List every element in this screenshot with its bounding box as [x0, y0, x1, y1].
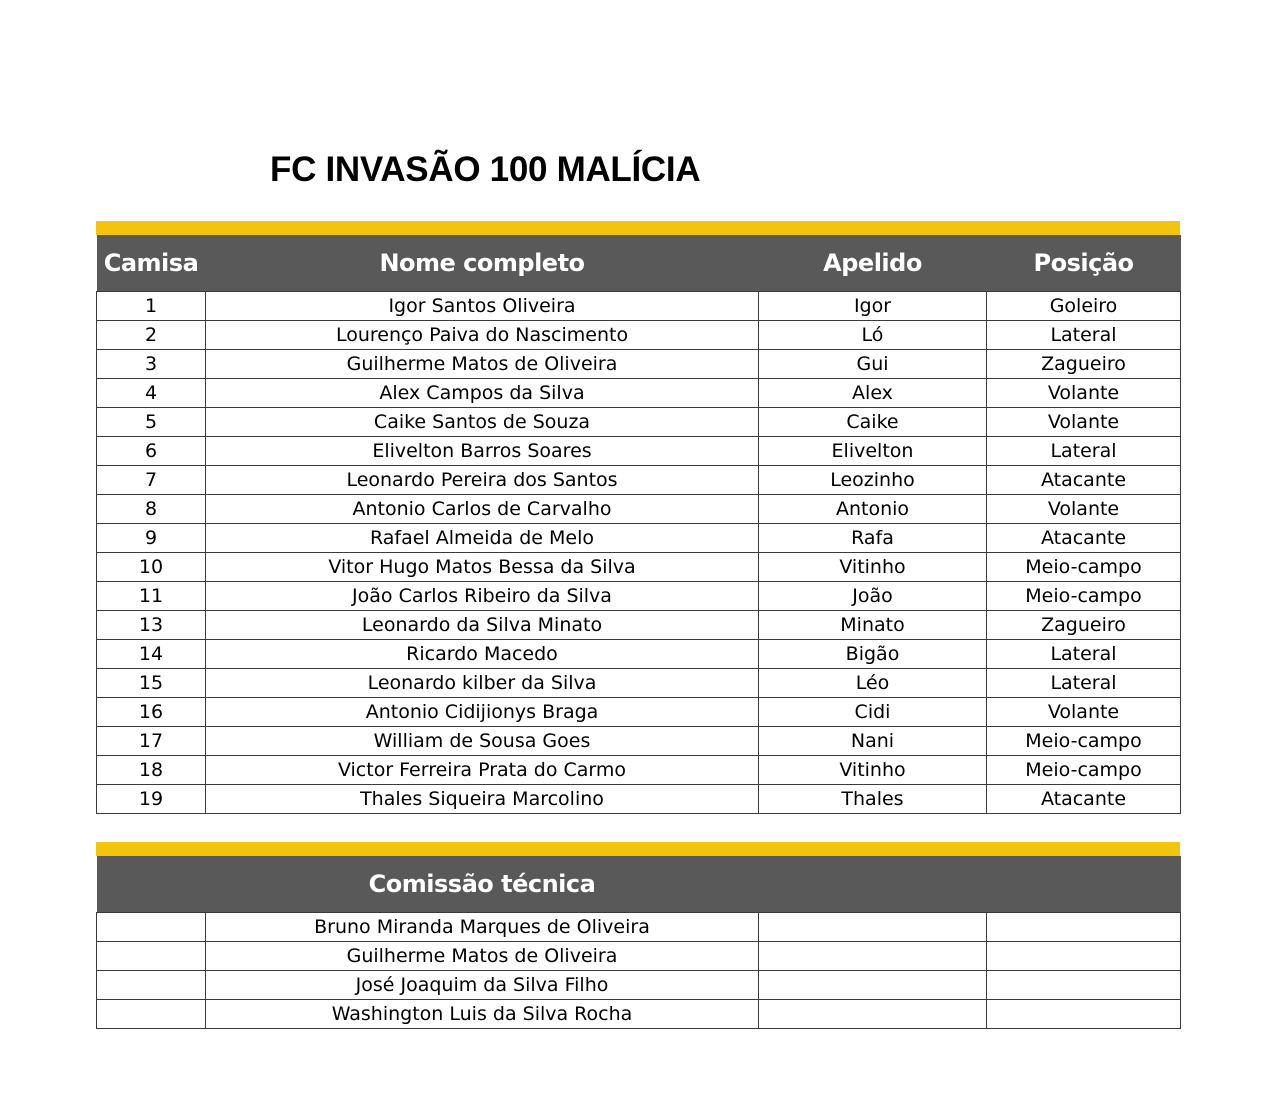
table-row [97, 942, 1181, 971]
cell-nome-completo: Guilherme Matos de Oliveira [206, 350, 759, 379]
cell-empty [987, 971, 1181, 1000]
cell-apelido: Léo [759, 669, 987, 698]
cell-camisa: 9 [97, 524, 206, 553]
cell-empty [987, 1000, 1181, 1029]
cell-staff-nome: Guilherme Matos de Oliveira [206, 942, 759, 971]
header-nome-completo: Nome completo [206, 235, 759, 292]
cell-camisa: 11 [97, 582, 206, 611]
table-row [97, 756, 1181, 785]
cell-apelido: Vitinho [759, 553, 987, 582]
cell-posicao: Lateral [987, 321, 1181, 350]
cell-posicao: Meio-campo [987, 582, 1181, 611]
cell-camisa: 17 [97, 727, 206, 756]
cell-posicao: Zagueiro [987, 350, 1181, 379]
cell-camisa: 2 [97, 321, 206, 350]
cell-staff-nome: Bruno Miranda Marques de Oliveira [206, 913, 759, 942]
players-accent-stripe [96, 221, 1180, 235]
table-row [97, 698, 1181, 727]
cell-empty [759, 913, 987, 942]
cell-empty [759, 942, 987, 971]
cell-camisa: 4 [97, 379, 206, 408]
cell-apelido: Nani [759, 727, 987, 756]
cell-camisa: 5 [97, 408, 206, 437]
cell-posicao: Zagueiro [987, 611, 1181, 640]
table-row [97, 1000, 1181, 1029]
cell-camisa: 14 [97, 640, 206, 669]
header-comissao-tecnica: Comissão técnica [206, 856, 759, 913]
cell-apelido: Antonio [759, 495, 987, 524]
cell-apelido: Thales [759, 785, 987, 814]
table-row [97, 437, 1181, 466]
table-row [97, 524, 1181, 553]
table-row [97, 408, 1181, 437]
cell-nome-completo: Rafael Almeida de Melo [206, 524, 759, 553]
cell-empty [759, 971, 987, 1000]
cell-apelido: Vitinho [759, 756, 987, 785]
cell-apelido: Gui [759, 350, 987, 379]
cell-nome-completo: Leonardo kilber da Silva [206, 669, 759, 698]
cell-apelido: Caike [759, 408, 987, 437]
cell-camisa: 10 [97, 553, 206, 582]
cell-posicao: Volante [987, 698, 1181, 727]
cell-apelido: Ló [759, 321, 987, 350]
cell-apelido: Cidi [759, 698, 987, 727]
table-row [97, 971, 1181, 1000]
players-header-row [97, 235, 1181, 292]
cell-apelido: Igor [759, 292, 987, 321]
staff-table [96, 856, 1181, 1029]
table-row [97, 466, 1181, 495]
cell-empty [987, 913, 1181, 942]
cell-posicao: Atacante [987, 524, 1181, 553]
staff-header-row [97, 856, 1181, 913]
cell-posicao: Lateral [987, 437, 1181, 466]
cell-empty [759, 1000, 987, 1029]
cell-camisa: 8 [97, 495, 206, 524]
cell-empty [97, 913, 206, 942]
cell-posicao: Goleiro [987, 292, 1181, 321]
cell-nome-completo: Leonardo Pereira dos Santos [206, 466, 759, 495]
page-title: FC INVASÃO 100 MALÍCIA [270, 150, 701, 189]
cell-apelido: Leozinho [759, 466, 987, 495]
players-table [96, 235, 1181, 814]
table-row [97, 611, 1181, 640]
table-row [97, 640, 1181, 669]
cell-camisa: 3 [97, 350, 206, 379]
cell-camisa: 13 [97, 611, 206, 640]
cell-empty [987, 942, 1181, 971]
header-apelido: Apelido [759, 235, 987, 292]
cell-nome-completo: Caike Santos de Souza [206, 408, 759, 437]
cell-staff-nome: Washington Luis da Silva Rocha [206, 1000, 759, 1029]
staff-accent-stripe [96, 842, 1180, 856]
cell-nome-completo: Thales Siqueira Marcolino [206, 785, 759, 814]
cell-apelido: Alex [759, 379, 987, 408]
staff-header-blank [987, 856, 1181, 913]
cell-nome-completo: Lourenço Paiva do Nascimento [206, 321, 759, 350]
table-row [97, 582, 1181, 611]
staff-header-blank [759, 856, 987, 913]
cell-camisa: 15 [97, 669, 206, 698]
table-row [97, 495, 1181, 524]
table-row [97, 669, 1181, 698]
cell-nome-completo: Ricardo Macedo [206, 640, 759, 669]
cell-nome-completo: William de Sousa Goes [206, 727, 759, 756]
cell-empty [97, 971, 206, 1000]
cell-staff-nome: José Joaquim da Silva Filho [206, 971, 759, 1000]
table-row [97, 913, 1181, 942]
table-row [97, 321, 1181, 350]
cell-apelido: Rafa [759, 524, 987, 553]
cell-posicao: Volante [987, 379, 1181, 408]
cell-posicao: Meio-campo [987, 727, 1181, 756]
cell-posicao: Atacante [987, 785, 1181, 814]
cell-nome-completo: Vitor Hugo Matos Bessa da Silva [206, 553, 759, 582]
table-row [97, 785, 1181, 814]
table-row [97, 727, 1181, 756]
cell-nome-completo: Antonio Cidijionys Braga [206, 698, 759, 727]
cell-posicao: Atacante [987, 466, 1181, 495]
cell-apelido: Elivelton [759, 437, 987, 466]
cell-posicao: Volante [987, 495, 1181, 524]
cell-nome-completo: Leonardo da Silva Minato [206, 611, 759, 640]
table-row [97, 553, 1181, 582]
table-row [97, 292, 1181, 321]
cell-camisa: 7 [97, 466, 206, 495]
cell-camisa: 19 [97, 785, 206, 814]
table-row [97, 350, 1181, 379]
header-posicao: Posição [987, 235, 1181, 292]
cell-posicao: Lateral [987, 669, 1181, 698]
cell-posicao: Volante [987, 408, 1181, 437]
cell-nome-completo: João Carlos Ribeiro da Silva [206, 582, 759, 611]
cell-camisa: 16 [97, 698, 206, 727]
cell-camisa: 18 [97, 756, 206, 785]
cell-empty [97, 942, 206, 971]
cell-apelido: Bigão [759, 640, 987, 669]
staff-header-blank [97, 856, 206, 913]
cell-apelido: Minato [759, 611, 987, 640]
cell-posicao: Meio-campo [987, 553, 1181, 582]
cell-posicao: Meio-campo [987, 756, 1181, 785]
cell-nome-completo: Elivelton Barros Soares [206, 437, 759, 466]
cell-apelido: João [759, 582, 987, 611]
cell-empty [97, 1000, 206, 1029]
header-camisa: Camisa [97, 235, 206, 292]
cell-camisa: 1 [97, 292, 206, 321]
cell-camisa: 6 [97, 437, 206, 466]
table-row [97, 379, 1181, 408]
cell-nome-completo: Victor Ferreira Prata do Carmo [206, 756, 759, 785]
cell-nome-completo: Igor Santos Oliveira [206, 292, 759, 321]
cell-posicao: Lateral [987, 640, 1181, 669]
cell-nome-completo: Alex Campos da Silva [206, 379, 759, 408]
cell-nome-completo: Antonio Carlos de Carvalho [206, 495, 759, 524]
